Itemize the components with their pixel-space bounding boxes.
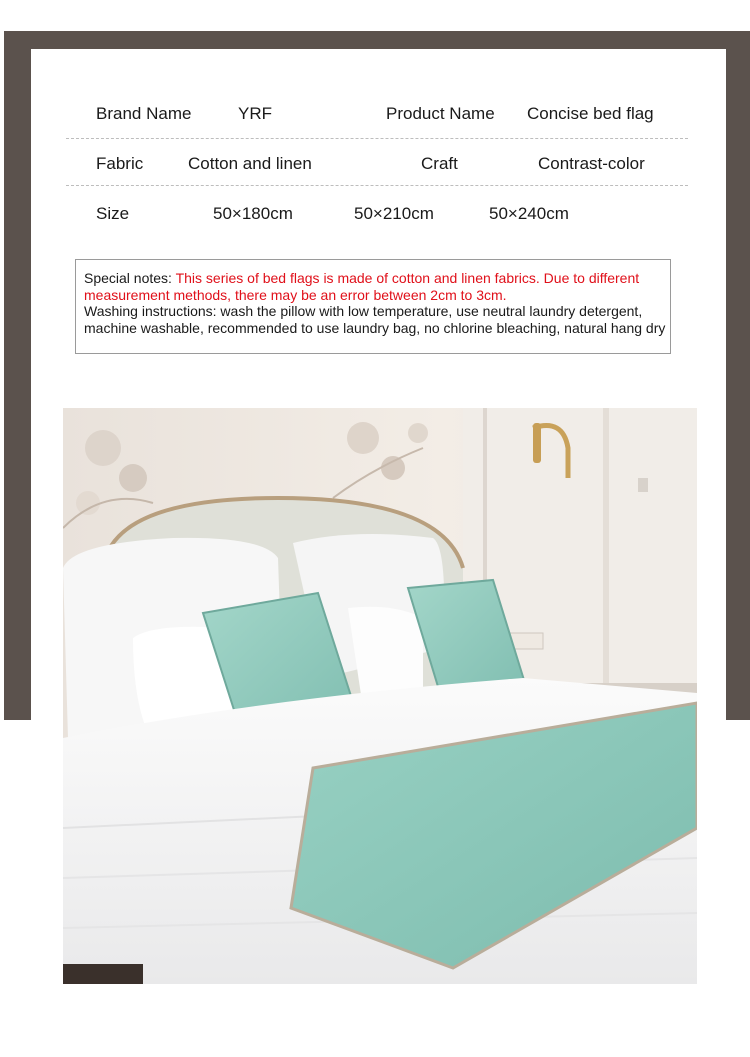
fabric-value: Cotton and linen	[188, 154, 312, 173]
product-photo	[63, 408, 697, 984]
size-option-240: 50×240cm	[489, 204, 569, 223]
size-option-210: 50×210cm	[354, 204, 434, 223]
brand-name-label: Brand Name	[96, 104, 192, 123]
special-notes-label: Special notes:	[84, 270, 176, 286]
size-label: Size	[96, 204, 130, 223]
washing-instructions-text: Washing instructions: wash the pillow with low temperature, use neutral laundry detergent, machine washable, recommended to use laundry bag, no chlorine bleaching, natural hang dry	[84, 303, 666, 336]
product-name-value: Concise bed flag	[527, 104, 654, 123]
brand-name-value: YRF	[238, 104, 272, 123]
special-notes-text: This series of bed flags is made of cotton and linen fabrics. Due to different measurement methods, there may be an error between 2cm to 3cm.	[84, 270, 640, 303]
notes-box	[75, 259, 671, 354]
spec-divider	[66, 138, 688, 139]
craft-label: Craft	[421, 154, 458, 173]
spec-divider	[66, 185, 688, 186]
fabric-label: Fabric	[96, 154, 144, 173]
size-option-180: 50×180cm	[213, 204, 293, 223]
product-name-label: Product Name	[386, 104, 495, 123]
craft-value: Contrast-color	[538, 154, 645, 173]
